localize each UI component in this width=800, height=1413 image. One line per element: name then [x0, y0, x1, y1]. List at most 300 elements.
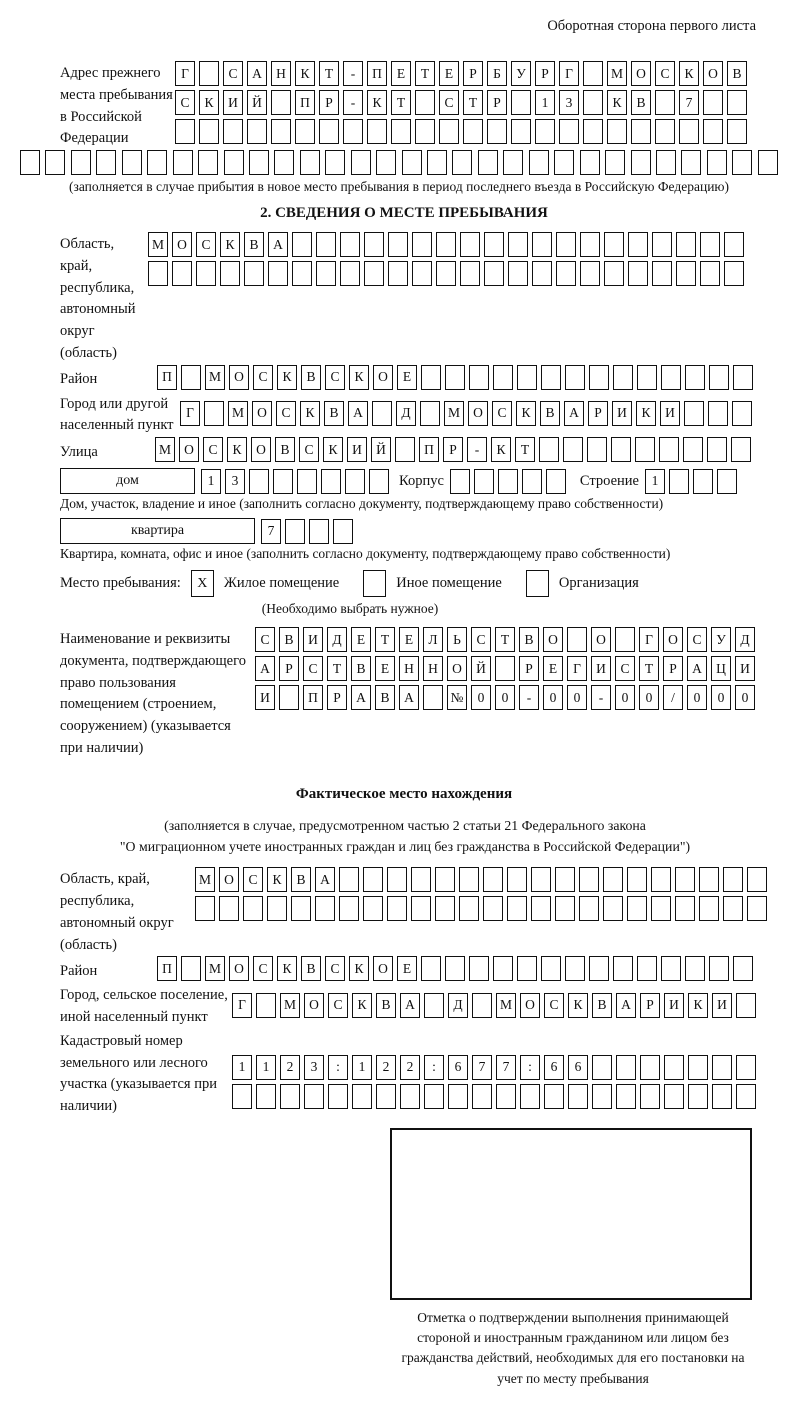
- char-box[interactable]: Т: [375, 627, 395, 652]
- char-box[interactable]: [173, 150, 193, 175]
- char-box[interactable]: [436, 261, 456, 286]
- char-box[interactable]: [703, 119, 723, 144]
- char-box[interactable]: [732, 401, 752, 426]
- char-box[interactable]: 7: [679, 90, 699, 115]
- char-box[interactable]: [460, 232, 480, 257]
- char-box[interactable]: [733, 365, 753, 390]
- char-box[interactable]: [172, 261, 192, 286]
- char-box[interactable]: -: [519, 685, 539, 710]
- char-box[interactable]: [717, 469, 737, 494]
- char-box[interactable]: [532, 232, 552, 257]
- char-box[interactable]: [616, 1055, 636, 1080]
- char-box[interactable]: [659, 437, 679, 462]
- char-box[interactable]: [559, 119, 579, 144]
- char-box[interactable]: С: [253, 365, 273, 390]
- char-box[interactable]: [699, 867, 719, 892]
- char-box[interactable]: [637, 956, 657, 981]
- char-box[interactable]: П: [295, 90, 315, 115]
- char-box[interactable]: О: [229, 956, 249, 981]
- char-box[interactable]: К: [267, 867, 287, 892]
- char-box[interactable]: 7: [261, 519, 281, 544]
- char-box[interactable]: 3: [559, 90, 579, 115]
- char-box[interactable]: [503, 150, 523, 175]
- char-box[interactable]: А: [687, 656, 707, 681]
- char-box[interactable]: 0: [471, 685, 491, 710]
- char-box[interactable]: [280, 1084, 300, 1109]
- char-box[interactable]: [412, 261, 432, 286]
- char-box[interactable]: [532, 261, 552, 286]
- char-box[interactable]: [445, 365, 465, 390]
- char-box[interactable]: [411, 896, 431, 921]
- char-box[interactable]: [244, 261, 264, 286]
- char-box[interactable]: 1: [232, 1055, 252, 1080]
- char-box[interactable]: [627, 867, 647, 892]
- char-box[interactable]: [565, 365, 585, 390]
- char-box[interactable]: Р: [279, 656, 299, 681]
- char-box[interactable]: -: [343, 61, 363, 86]
- char-box[interactable]: С: [196, 232, 216, 257]
- char-box[interactable]: [628, 232, 648, 257]
- char-box[interactable]: Б: [487, 61, 507, 86]
- char-box[interactable]: П: [367, 61, 387, 86]
- char-box[interactable]: [592, 1055, 612, 1080]
- char-box[interactable]: С: [299, 437, 319, 462]
- char-box[interactable]: Е: [397, 365, 417, 390]
- char-box[interactable]: [688, 1084, 708, 1109]
- char-box[interactable]: [604, 261, 624, 286]
- char-box[interactable]: [554, 150, 574, 175]
- char-box[interactable]: О: [631, 61, 651, 86]
- char-box[interactable]: С: [615, 656, 635, 681]
- char-box[interactable]: 6: [568, 1055, 588, 1080]
- char-box[interactable]: [445, 956, 465, 981]
- char-box[interactable]: [731, 437, 751, 462]
- char-box[interactable]: [339, 867, 359, 892]
- char-box[interactable]: [589, 365, 609, 390]
- char-box[interactable]: /: [663, 685, 683, 710]
- char-box[interactable]: К: [679, 61, 699, 86]
- char-box[interactable]: [736, 1055, 756, 1080]
- char-box[interactable]: Р: [463, 61, 483, 86]
- char-box[interactable]: В: [275, 437, 295, 462]
- char-box[interactable]: [611, 437, 631, 462]
- char-box[interactable]: [256, 993, 276, 1018]
- char-box[interactable]: К: [227, 437, 247, 462]
- char-box[interactable]: [724, 261, 744, 286]
- char-box[interactable]: [556, 261, 576, 286]
- char-box[interactable]: К: [349, 365, 369, 390]
- char-box[interactable]: [388, 261, 408, 286]
- char-box[interactable]: О: [468, 401, 488, 426]
- char-box[interactable]: [304, 1084, 324, 1109]
- char-box[interactable]: [699, 896, 719, 921]
- char-box[interactable]: [219, 896, 239, 921]
- char-box[interactable]: [637, 365, 657, 390]
- char-box[interactable]: [424, 993, 444, 1018]
- char-box[interactable]: [685, 365, 705, 390]
- char-box[interactable]: [45, 150, 65, 175]
- char-box[interactable]: [508, 261, 528, 286]
- char-box[interactable]: А: [255, 656, 275, 681]
- char-box[interactable]: [472, 1084, 492, 1109]
- char-box[interactable]: 6: [544, 1055, 564, 1080]
- char-box[interactable]: [199, 61, 219, 86]
- char-box[interactable]: [292, 232, 312, 257]
- char-box[interactable]: В: [301, 956, 321, 981]
- char-box[interactable]: [724, 232, 744, 257]
- char-box[interactable]: Й: [247, 90, 267, 115]
- char-box[interactable]: [628, 261, 648, 286]
- char-box[interactable]: [474, 469, 494, 494]
- char-box[interactable]: [352, 1084, 372, 1109]
- char-box[interactable]: [583, 119, 603, 144]
- char-box[interactable]: [181, 365, 201, 390]
- char-box[interactable]: -: [591, 685, 611, 710]
- char-box[interactable]: [340, 261, 360, 286]
- char-box[interactable]: 2: [280, 1055, 300, 1080]
- char-box[interactable]: В: [244, 232, 264, 257]
- char-box[interactable]: Е: [375, 656, 395, 681]
- char-box[interactable]: [676, 261, 696, 286]
- char-box[interactable]: [267, 896, 287, 921]
- char-box[interactable]: [652, 232, 672, 257]
- char-box[interactable]: [435, 867, 455, 892]
- char-box[interactable]: [604, 232, 624, 257]
- char-box[interactable]: [452, 150, 472, 175]
- char-box[interactable]: [544, 1084, 564, 1109]
- char-box[interactable]: [268, 261, 288, 286]
- char-box[interactable]: [300, 150, 320, 175]
- char-box[interactable]: С: [328, 993, 348, 1018]
- checkbox-zhiloe[interactable]: X: [191, 570, 214, 597]
- char-box[interactable]: В: [376, 993, 396, 1018]
- char-box[interactable]: И: [664, 993, 684, 1018]
- char-box[interactable]: И: [591, 656, 611, 681]
- char-box[interactable]: [249, 150, 269, 175]
- char-box[interactable]: [603, 896, 623, 921]
- char-box[interactable]: [723, 867, 743, 892]
- char-box[interactable]: [508, 232, 528, 257]
- char-box[interactable]: С: [303, 656, 323, 681]
- char-box[interactable]: Г: [639, 627, 659, 652]
- char-box[interactable]: Т: [515, 437, 535, 462]
- char-box[interactable]: [565, 956, 585, 981]
- char-box[interactable]: [469, 956, 489, 981]
- char-box[interactable]: [148, 261, 168, 286]
- char-box[interactable]: [679, 119, 699, 144]
- char-box[interactable]: Т: [639, 656, 659, 681]
- char-box[interactable]: [199, 119, 219, 144]
- char-box[interactable]: О: [179, 437, 199, 462]
- char-box[interactable]: В: [291, 867, 311, 892]
- char-box[interactable]: [387, 896, 407, 921]
- char-box[interactable]: [181, 956, 201, 981]
- char-box[interactable]: [655, 119, 675, 144]
- char-box[interactable]: [291, 896, 311, 921]
- char-box[interactable]: [340, 232, 360, 257]
- char-box[interactable]: [603, 867, 623, 892]
- char-box[interactable]: [395, 437, 415, 462]
- char-box[interactable]: 0: [495, 685, 515, 710]
- char-box[interactable]: О: [251, 437, 271, 462]
- char-box[interactable]: [363, 867, 383, 892]
- char-box[interactable]: [747, 896, 767, 921]
- char-box[interactable]: [435, 896, 455, 921]
- char-box[interactable]: Т: [319, 61, 339, 86]
- char-box[interactable]: Р: [327, 685, 347, 710]
- char-box[interactable]: [531, 867, 551, 892]
- char-box[interactable]: [709, 956, 729, 981]
- char-box[interactable]: [676, 232, 696, 257]
- char-box[interactable]: М: [444, 401, 464, 426]
- char-box[interactable]: А: [564, 401, 584, 426]
- char-box[interactable]: П: [157, 956, 177, 981]
- char-box[interactable]: А: [315, 867, 335, 892]
- char-box[interactable]: 3: [304, 1055, 324, 1080]
- char-box[interactable]: [539, 437, 559, 462]
- char-box[interactable]: [703, 90, 723, 115]
- char-box[interactable]: Р: [663, 656, 683, 681]
- char-box[interactable]: Г: [180, 401, 200, 426]
- checkbox-organizaciya[interactable]: [526, 570, 549, 597]
- char-box[interactable]: [579, 896, 599, 921]
- char-box[interactable]: [546, 469, 566, 494]
- char-box[interactable]: [640, 1084, 660, 1109]
- char-box[interactable]: А: [351, 685, 371, 710]
- char-box[interactable]: [664, 1084, 684, 1109]
- char-box[interactable]: [271, 119, 291, 144]
- char-box[interactable]: К: [568, 993, 588, 1018]
- char-box[interactable]: [520, 1084, 540, 1109]
- char-box[interactable]: С: [325, 365, 345, 390]
- char-box[interactable]: [439, 119, 459, 144]
- char-box[interactable]: [631, 119, 651, 144]
- char-box[interactable]: [613, 365, 633, 390]
- char-box[interactable]: [421, 956, 441, 981]
- char-box[interactable]: [651, 896, 671, 921]
- char-box[interactable]: К: [349, 956, 369, 981]
- char-box[interactable]: 1: [201, 469, 221, 494]
- char-box[interactable]: [20, 150, 40, 175]
- char-box[interactable]: С: [255, 627, 275, 652]
- char-box[interactable]: К: [277, 365, 297, 390]
- char-box[interactable]: И: [712, 993, 732, 1018]
- char-box[interactable]: У: [711, 627, 731, 652]
- char-box[interactable]: [605, 150, 625, 175]
- char-box[interactable]: С: [175, 90, 195, 115]
- char-box[interactable]: М: [228, 401, 248, 426]
- char-box[interactable]: [640, 1055, 660, 1080]
- char-box[interactable]: [469, 365, 489, 390]
- char-box[interactable]: [511, 90, 531, 115]
- char-box[interactable]: [736, 993, 756, 1018]
- char-box[interactable]: А: [399, 685, 419, 710]
- char-box[interactable]: [589, 956, 609, 981]
- char-box[interactable]: П: [157, 365, 177, 390]
- char-box[interactable]: В: [519, 627, 539, 652]
- char-box[interactable]: [196, 261, 216, 286]
- char-box[interactable]: [363, 896, 383, 921]
- char-box[interactable]: [204, 401, 224, 426]
- char-box[interactable]: [541, 956, 561, 981]
- char-box[interactable]: И: [660, 401, 680, 426]
- char-box[interactable]: 0: [687, 685, 707, 710]
- char-box[interactable]: [496, 1084, 516, 1109]
- char-box[interactable]: [325, 150, 345, 175]
- char-box[interactable]: [391, 119, 411, 144]
- char-box[interactable]: [256, 1084, 276, 1109]
- char-box[interactable]: 1: [535, 90, 555, 115]
- char-box[interactable]: [424, 1084, 444, 1109]
- char-box[interactable]: [415, 90, 435, 115]
- char-box[interactable]: [652, 261, 672, 286]
- char-box[interactable]: К: [688, 993, 708, 1018]
- char-box[interactable]: К: [277, 956, 297, 981]
- char-box[interactable]: [364, 261, 384, 286]
- char-box[interactable]: Н: [423, 656, 443, 681]
- char-box[interactable]: И: [303, 627, 323, 652]
- char-box[interactable]: [693, 469, 713, 494]
- char-box[interactable]: [279, 685, 299, 710]
- char-box[interactable]: [583, 61, 603, 86]
- char-box[interactable]: 2: [376, 1055, 396, 1080]
- char-box[interactable]: [723, 896, 743, 921]
- char-box[interactable]: Е: [397, 956, 417, 981]
- char-box[interactable]: В: [631, 90, 651, 115]
- char-box[interactable]: [580, 150, 600, 175]
- char-box[interactable]: [556, 232, 576, 257]
- char-box[interactable]: [388, 232, 408, 257]
- char-box[interactable]: Н: [399, 656, 419, 681]
- char-box[interactable]: [295, 119, 315, 144]
- char-box[interactable]: К: [295, 61, 315, 86]
- char-box[interactable]: [675, 867, 695, 892]
- char-box[interactable]: Р: [535, 61, 555, 86]
- char-box[interactable]: О: [703, 61, 723, 86]
- char-box[interactable]: [607, 119, 627, 144]
- char-box[interactable]: Д: [327, 627, 347, 652]
- char-box[interactable]: [727, 90, 747, 115]
- char-box[interactable]: О: [663, 627, 683, 652]
- char-box[interactable]: [415, 119, 435, 144]
- char-box[interactable]: [700, 261, 720, 286]
- char-box[interactable]: [459, 896, 479, 921]
- char-box[interactable]: [669, 469, 689, 494]
- char-box[interactable]: Т: [415, 61, 435, 86]
- char-box[interactable]: Й: [371, 437, 391, 462]
- char-box[interactable]: А: [268, 232, 288, 257]
- char-box[interactable]: А: [400, 993, 420, 1018]
- char-box[interactable]: Т: [327, 656, 347, 681]
- char-box[interactable]: 1: [352, 1055, 372, 1080]
- char-box[interactable]: С: [276, 401, 296, 426]
- char-box[interactable]: [372, 401, 392, 426]
- char-box[interactable]: В: [279, 627, 299, 652]
- char-box[interactable]: О: [172, 232, 192, 257]
- char-box[interactable]: Е: [399, 627, 419, 652]
- char-box[interactable]: [535, 119, 555, 144]
- char-box[interactable]: К: [199, 90, 219, 115]
- char-box[interactable]: Д: [735, 627, 755, 652]
- char-box[interactable]: [517, 365, 537, 390]
- char-box[interactable]: С: [325, 956, 345, 981]
- char-box[interactable]: [688, 1055, 708, 1080]
- char-box[interactable]: М: [205, 365, 225, 390]
- char-box[interactable]: [727, 119, 747, 144]
- char-box[interactable]: [531, 896, 551, 921]
- char-box[interactable]: [495, 656, 515, 681]
- char-box[interactable]: С: [471, 627, 491, 652]
- char-box[interactable]: [122, 150, 142, 175]
- char-box[interactable]: О: [219, 867, 239, 892]
- char-box[interactable]: 0: [567, 685, 587, 710]
- char-box[interactable]: [635, 437, 655, 462]
- char-box[interactable]: [450, 469, 470, 494]
- char-box[interactable]: [309, 519, 329, 544]
- char-box[interactable]: М: [607, 61, 627, 86]
- char-box[interactable]: [568, 1084, 588, 1109]
- char-box[interactable]: [736, 1084, 756, 1109]
- char-box[interactable]: И: [735, 656, 755, 681]
- char-box[interactable]: [472, 993, 492, 1018]
- char-box[interactable]: [249, 469, 269, 494]
- char-box[interactable]: [758, 150, 778, 175]
- char-box[interactable]: Г: [175, 61, 195, 86]
- char-box[interactable]: Е: [351, 627, 371, 652]
- char-box[interactable]: 7: [496, 1055, 516, 1080]
- char-box[interactable]: [675, 896, 695, 921]
- char-box[interactable]: [712, 1055, 732, 1080]
- char-box[interactable]: [459, 867, 479, 892]
- char-box[interactable]: В: [727, 61, 747, 86]
- char-box[interactable]: [478, 150, 498, 175]
- char-box[interactable]: [685, 956, 705, 981]
- char-box[interactable]: У: [511, 61, 531, 86]
- char-box[interactable]: [484, 261, 504, 286]
- char-box[interactable]: [427, 150, 447, 175]
- char-box[interactable]: 2: [400, 1055, 420, 1080]
- char-box[interactable]: М: [280, 993, 300, 1018]
- char-box[interactable]: О: [543, 627, 563, 652]
- char-box[interactable]: [522, 469, 542, 494]
- char-box[interactable]: [198, 150, 218, 175]
- char-box[interactable]: Т: [391, 90, 411, 115]
- char-box[interactable]: С: [687, 627, 707, 652]
- char-box[interactable]: Е: [543, 656, 563, 681]
- char-box[interactable]: 0: [543, 685, 563, 710]
- char-box[interactable]: [232, 1084, 252, 1109]
- char-box[interactable]: [351, 150, 371, 175]
- char-box[interactable]: [223, 119, 243, 144]
- char-box[interactable]: В: [540, 401, 560, 426]
- char-box[interactable]: :: [328, 1055, 348, 1080]
- char-box[interactable]: [175, 119, 195, 144]
- char-box[interactable]: [412, 232, 432, 257]
- char-box[interactable]: [709, 365, 729, 390]
- char-box[interactable]: [316, 261, 336, 286]
- char-box[interactable]: [655, 90, 675, 115]
- char-box[interactable]: К: [352, 993, 372, 1018]
- char-box[interactable]: [333, 519, 353, 544]
- char-box[interactable]: [376, 1084, 396, 1109]
- char-box[interactable]: [732, 150, 752, 175]
- char-box[interactable]: Ь: [447, 627, 467, 652]
- char-box[interactable]: [316, 232, 336, 257]
- char-box[interactable]: К: [220, 232, 240, 257]
- char-box[interactable]: И: [255, 685, 275, 710]
- char-box[interactable]: К: [367, 90, 387, 115]
- char-box[interactable]: [220, 261, 240, 286]
